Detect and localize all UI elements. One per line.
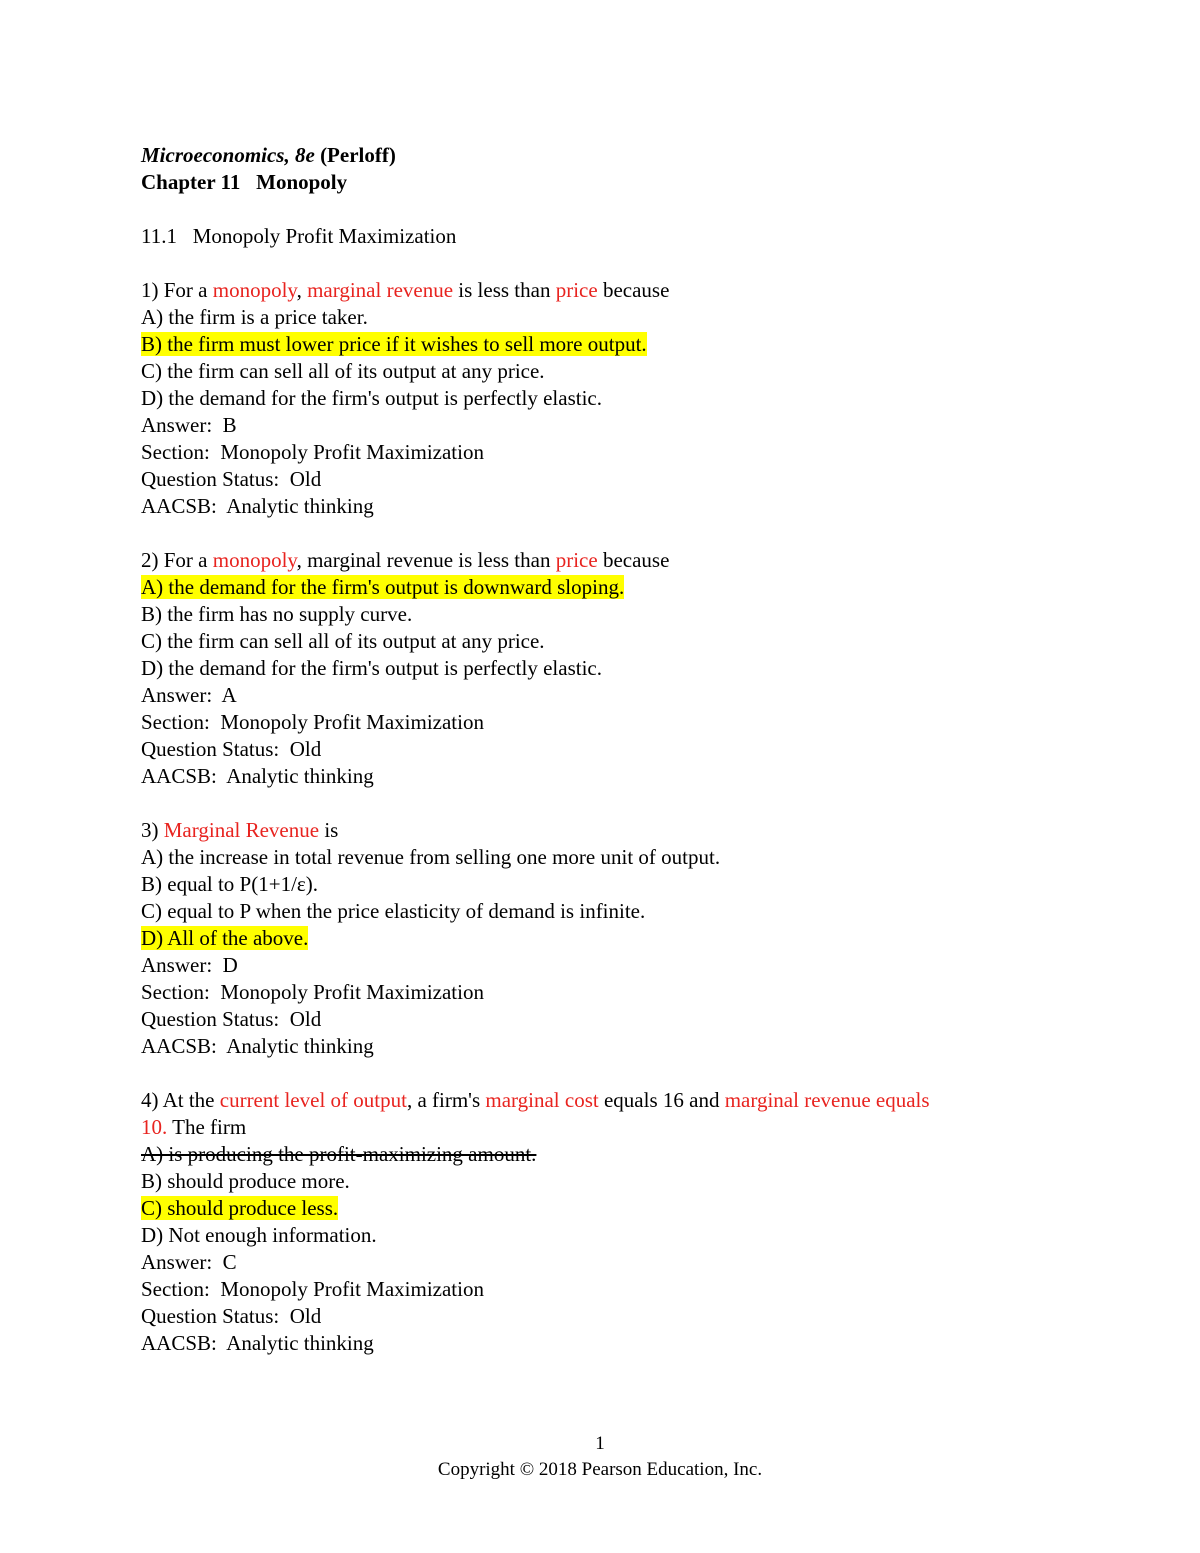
answer-key [141, 952, 1041, 979]
correct-option-text: A) the demand for the firm's output is downward sloping. [141, 575, 625, 599]
answer-option [141, 385, 1041, 412]
chapter-title-text: Chapter 11 Monopoly [141, 170, 348, 194]
question-stem [141, 547, 1041, 574]
option-text: A) the firm is a price taker. [141, 305, 368, 329]
stem-text: because [597, 548, 670, 572]
document-body [141, 142, 1041, 1357]
section-label-text: Section: Monopoly Profit Maximization [141, 980, 484, 1004]
aacsb-label [141, 763, 1041, 790]
copyright-notice: Copyright © 2018 Pearson Education, Inc. [437, 1459, 763, 1480]
question-status [141, 1303, 1041, 1330]
page-number: 1 [595, 1433, 605, 1454]
section-label-text: Section: Monopoly Profit Maximization [141, 1277, 484, 1301]
aacsb-label-text: AACSB: Analytic thinking [141, 494, 374, 518]
answer-option [141, 358, 1041, 385]
question-block [141, 277, 1041, 547]
keyword-highlight: marginal cost [485, 1088, 599, 1112]
answer-option [141, 628, 1041, 655]
keyword-highlight: monopoly [212, 278, 297, 302]
stem-text: , [296, 278, 308, 302]
aacsb-label-text: AACSB: Analytic thinking [141, 764, 374, 788]
stem-text: The firm [167, 1115, 247, 1139]
answer-key [141, 1249, 1041, 1276]
question-status-text: Question Status: Old [141, 467, 322, 491]
keyword-highlight: price [555, 548, 598, 572]
question-status-text: Question Status: Old [141, 1304, 322, 1328]
section-label [141, 709, 1041, 736]
question-status [141, 736, 1041, 763]
option-text: D) the demand for the firm's output is perfectly elastic. [141, 386, 602, 410]
question-list [141, 277, 1041, 1357]
book-author: (Perloff) [320, 143, 396, 167]
stem-text: , a firm's [406, 1088, 486, 1112]
answer-option [141, 1168, 1041, 1195]
question-status [141, 466, 1041, 493]
answer-option [141, 304, 1041, 331]
stem-text: is less than [453, 278, 556, 302]
stem-text: , marginal revenue is less than [296, 548, 556, 572]
answer-option [141, 601, 1041, 628]
answer-key-text: Answer: C [141, 1250, 237, 1274]
option-text: B) the firm has no supply curve. [141, 602, 413, 626]
section-label [141, 1276, 1041, 1303]
spacer [141, 520, 1041, 547]
keyword-highlight: monopoly [212, 548, 297, 572]
correct-option-text: D) All of the above. [141, 926, 309, 950]
section-label-text: Section: Monopoly Profit Maximization [141, 710, 484, 734]
section-label-text: Section: Monopoly Profit Maximization [141, 440, 484, 464]
correct-option-text: B) the firm must lower price if it wishes to sell more output. [141, 332, 647, 356]
spacer [141, 790, 1041, 817]
spacer [141, 196, 1041, 223]
question-status [141, 1006, 1041, 1033]
keyword-highlight: marginal revenue equals [724, 1088, 930, 1112]
stem-text: is [319, 818, 339, 842]
option-text: C) the firm can sell all of its output at any price. [141, 629, 545, 653]
spacer [141, 1060, 1041, 1087]
question-status-text: Question Status: Old [141, 737, 322, 761]
option-text: A) is producing the profit-maximizing amount. [141, 1142, 537, 1166]
option-text: A) the increase in total revenue from selling one more unit of output. [141, 845, 721, 869]
section-heading-text: 11.1 Monopoly Profit Maximization [141, 224, 457, 248]
chapter-title [141, 169, 1041, 196]
correct-option-text: C) should produce less. [141, 1196, 339, 1220]
answer-option [141, 655, 1041, 682]
stem-text: 4) At the [141, 1088, 220, 1112]
stem-text: 2) For a [141, 548, 213, 572]
stem-text: 3) [141, 818, 164, 842]
answer-key [141, 412, 1041, 439]
aacsb-label [141, 1033, 1041, 1060]
answer-option [141, 925, 1041, 952]
stem-text: because [597, 278, 670, 302]
stem-text: 1) For a [141, 278, 213, 302]
aacsb-label-text: AACSB: Analytic thinking [141, 1034, 374, 1058]
question-stem [141, 817, 1041, 844]
answer-option [141, 1141, 1041, 1168]
keyword-highlight: price [555, 278, 598, 302]
question-stem [141, 277, 1041, 304]
answer-key-text: Answer: A [141, 683, 237, 707]
book-title-line [141, 142, 1041, 169]
aacsb-label [141, 493, 1041, 520]
answer-key-text: Answer: B [141, 413, 237, 437]
option-text: D) Not enough information. [141, 1223, 377, 1247]
option-text: B) equal to P(1+1/ε). [141, 872, 318, 896]
option-text: B) should produce more. [141, 1169, 350, 1193]
section-label [141, 979, 1041, 1006]
answer-option [141, 331, 1041, 358]
keyword-highlight: 10. [141, 1115, 168, 1139]
keyword-highlight: current level of output [219, 1088, 407, 1112]
answer-option [141, 574, 1041, 601]
keyword-highlight: Marginal Revenue [163, 818, 320, 842]
question-status-text: Question Status: Old [141, 1007, 322, 1031]
answer-option [141, 898, 1041, 925]
answer-key-text: Answer: D [141, 953, 238, 977]
section-label [141, 439, 1041, 466]
spacer [141, 250, 1041, 277]
question-block [141, 1087, 1041, 1357]
option-text: C) equal to P when the price elasticity of demand is infinite. [141, 899, 646, 923]
aacsb-label [141, 1330, 1041, 1357]
keyword-highlight: marginal revenue [307, 278, 454, 302]
answer-key [141, 682, 1041, 709]
option-text: C) the firm can sell all of its output at any price. [141, 359, 545, 383]
answer-option [141, 1222, 1041, 1249]
answer-option [141, 844, 1041, 871]
answer-option [141, 871, 1041, 898]
book-title: Microeconomics, 8e [141, 143, 315, 167]
question-stem-continued [141, 1114, 1041, 1141]
aacsb-label-text: AACSB: Analytic thinking [141, 1331, 374, 1355]
section-heading [141, 223, 1041, 250]
option-text: D) the demand for the firm's output is perfectly elastic. [141, 656, 602, 680]
stem-text: equals 16 and [598, 1088, 725, 1112]
question-block [141, 817, 1041, 1087]
question-stem [141, 1087, 1041, 1114]
question-block [141, 547, 1041, 817]
answer-option [141, 1195, 1041, 1222]
